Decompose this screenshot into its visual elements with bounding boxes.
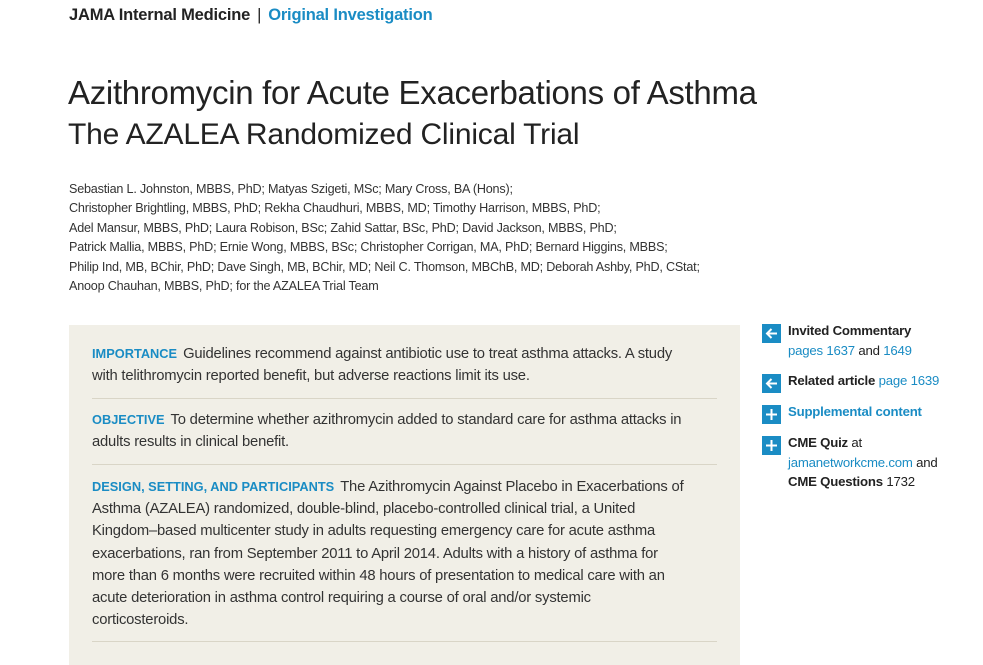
importance-heading: IMPORTANCE	[92, 346, 178, 361]
article-type[interactable]: Original Investigation	[268, 6, 433, 24]
design-text: exacerbations, ran from September 2011 to April 2014. Adults with a history of asthma for	[92, 545, 658, 562]
abstract-box	[69, 325, 740, 665]
article-subtitle: The AZALEA Randomized Clinical Trial	[68, 118, 580, 151]
cme-site-link[interactable]: jamanetworkcme.com	[788, 454, 913, 470]
importance-text: Guidelines recommend against antibiotic use to treat asthma attacks. A study	[183, 346, 673, 362]
section-divider	[92, 464, 717, 465]
author-line: Patrick Mallia, MBBS, PhD; Ernie Wong, MBBS, BSc; Christopher Corrigan, MA, PhD; Bernard Higgins, MBBS;	[69, 240, 668, 255]
author-line: Philip Ind, MB, BChir, PhD; Dave Singh, MB, BChir, MD; Neil C. Thomson, MBChB, MD; Deborah Ashby, PhD, CStat;	[69, 259, 700, 274]
cme-questions-number: 1732	[886, 474, 915, 489]
plus-icon	[762, 405, 781, 424]
importance-text: with telithromycin reported benefit, but adverse reactions limit its use.	[92, 368, 530, 385]
article-title: Azithromycin for Acute Exacerbations of Asthma	[68, 74, 757, 111]
abstract-objective	[92, 409, 717, 453]
author-line: Christopher Brightling, MBBS, PhD; Rekha Chaudhuri, MBBS, MD; Timothy Harrison, MBBS, PhD;	[69, 201, 601, 216]
invited-commentary-label: Invited Commentary	[788, 323, 912, 338]
and-text: and	[858, 342, 880, 358]
design-heading: DESIGN, SETTING, AND PARTICIPANTS	[92, 479, 335, 494]
abstract-design	[92, 476, 717, 631]
plus-icon	[762, 436, 781, 455]
design-text: acute deterioration in asthma control requiring a course of oral and/or systemic	[92, 590, 591, 607]
cme-questions-label: CME Questions	[788, 474, 883, 489]
related-page-link[interactable]: page 1639	[878, 373, 940, 388]
design-text: The Azithromycin Against Placebo in Exacerbations of	[340, 479, 684, 495]
author-line: Adel Mansur, MBBS, PhD; Laura Robison, BSc; Zahid Sattar, BSc, PhD; David Jackson, MBBS, PhD;	[69, 220, 617, 235]
author-line: Sebastian L. Johnston, MBBS, PhD; Matyas Szigeti, MSc; Mary Cross, BA (Hons);	[69, 182, 513, 196]
journal-header	[69, 6, 433, 25]
author-line: Anoop Chauhan, MBBS, PhD; for the AZALEA Trial Team	[69, 279, 379, 294]
cme-quiz-label: CME Quiz	[788, 435, 848, 450]
journal-name: JAMA Internal Medicine	[69, 6, 251, 24]
commentary-page2-link[interactable]: 1649	[883, 342, 912, 358]
design-text: more than 6 months were recruited within 48 hours of presentation to medical care with an	[92, 567, 665, 584]
commentary-pages-link[interactable]: pages 1637	[788, 342, 855, 358]
design-text: Asthma (AZALEA) randomized, double-blind, placebo-controlled clinical trial, a United	[92, 501, 636, 518]
and-text: and	[916, 454, 938, 470]
objective-text: adults results in clinical benefit.	[92, 434, 289, 451]
section-divider	[92, 641, 717, 642]
arrow-left-icon	[762, 324, 781, 343]
abstract-importance	[92, 343, 717, 387]
objective-text: To determine whether azithromycin added to standard care for asthma attacks in	[170, 412, 682, 428]
supplemental-label[interactable]: Supplemental content	[788, 404, 922, 419]
related-article-label: Related article	[788, 373, 876, 388]
section-divider	[92, 398, 717, 399]
header-separator: |	[257, 6, 262, 24]
arrow-left-icon	[762, 374, 781, 393]
at-text: at	[851, 435, 863, 450]
design-text: corticosteroids.	[92, 612, 189, 629]
design-text: Kingdom–based multicenter study in adults requesting emergency care for acute asthma	[92, 523, 656, 540]
objective-heading: OBJECTIVE	[92, 412, 165, 427]
author-list	[69, 180, 759, 296]
